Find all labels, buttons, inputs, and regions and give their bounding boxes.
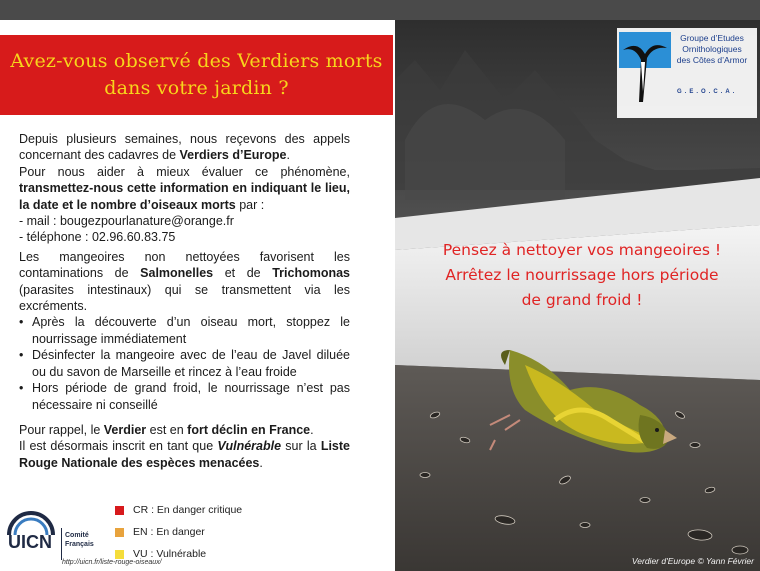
request-text-end: par :	[235, 197, 265, 212]
status-text-end: .	[259, 455, 263, 470]
legend-label: VU : Vulnérable	[133, 548, 207, 560]
photo-panel	[395, 20, 760, 571]
uicn-logo	[0, 502, 110, 562]
photo-message	[407, 238, 757, 313]
message-line: Arrêtez le nourrissage hors période	[445, 266, 719, 284]
intro-text: Depuis plusieurs semaines, nous reçevons des appels concernant des cadavres de	[19, 132, 350, 163]
status-text-2: sur la	[281, 439, 321, 454]
legend-item-en	[115, 521, 242, 543]
legend-item-cr	[115, 499, 242, 521]
message-line: Pensez à nettoyer vos mangeoires !	[442, 241, 722, 259]
legend-label: EN : En danger	[133, 526, 205, 538]
request-bold: transmettez-nous cette information en indiquant le lieu, la date et le nombre d’oiseaux morts	[19, 181, 350, 212]
and-text: et de	[213, 266, 273, 281]
info-panel	[0, 20, 395, 571]
reminder-text-3: .	[310, 422, 314, 437]
advice-item: • Après la découverte d’un oiseau mort, stoppez le nourrissage immédiatement	[19, 314, 350, 347]
contact-mail: - mail : bougezpourlanature@orange.fr	[19, 214, 234, 229]
salmonella: Salmonelles	[140, 266, 214, 281]
request-text: Pour nous aider à mieux évaluer ce phénomène,	[19, 164, 350, 179]
contamination-text-end: (parasites intestinaux) qui se transmettent via les excréments.	[19, 282, 350, 314]
top-bar	[0, 0, 760, 20]
legend-swatch	[115, 506, 124, 515]
photo-credit: Verdier d'Europe © Yann Février	[631, 556, 754, 566]
species-name: Verdiers d’Europe	[179, 148, 287, 163]
reminder-text: Pour rappel, le	[19, 422, 104, 437]
contamination-paragraph	[19, 249, 350, 315]
vulnerable-status: Vulnérable	[217, 439, 282, 454]
contact-phone: - téléphone : 02.96.60.83.75	[19, 230, 176, 245]
uicn-subtitle: Comité Français	[65, 532, 94, 548]
legend-label: CR : En danger critique	[133, 504, 243, 516]
uicn-separator	[61, 528, 62, 560]
contamination-text: Les mangeoires non nettoyées favorisent les contaminations de	[19, 249, 350, 281]
request-paragraph	[19, 164, 350, 213]
seabird-icon	[619, 32, 671, 112]
advice-item: • Hors période de grand froid, le nourrissage n’est pas nécessaire ni conseillé	[19, 380, 350, 413]
intro-paragraph	[19, 131, 350, 164]
red-list-name: Liste Rouge Nationale des espèces menacées	[19, 439, 350, 470]
body-text	[19, 131, 350, 471]
org-name: Groupe d’Etudes Ornithologiques des Côtes d’Armor	[676, 33, 748, 65]
reminder-text-2: est en	[146, 422, 188, 437]
verdier-bold: Verdier	[103, 422, 147, 437]
org-acronym: G.E.O.C.A.	[677, 89, 738, 95]
title-banner	[0, 35, 393, 115]
decline-bold: fort déclin en France	[187, 422, 311, 437]
uicn-link[interactable]: http://uicn.fr/liste-rouge-oiseaux/	[62, 559, 162, 566]
advice-list	[19, 314, 350, 412]
trichomonas: Trichomonas	[272, 266, 350, 281]
message-line: de grand froid !	[521, 291, 643, 309]
status-paragraph	[19, 438, 350, 471]
intro-text-end: .	[286, 148, 290, 163]
red-list-legend	[115, 499, 242, 565]
geoca-logo	[617, 28, 757, 118]
legend-swatch	[115, 550, 124, 559]
legend-swatch	[115, 528, 124, 537]
advice-item: • Désinfecter la mangeoire avec de l’eau de Javel diluée ou du savon de Marseille et rincez à l’eau froide	[19, 347, 350, 380]
reminder-paragraph	[19, 422, 350, 438]
uicn-wordmark: UICN	[8, 532, 52, 552]
status-text: Il est désormais inscrit en tant que	[19, 439, 218, 454]
page-title: Avez-vous observé des Verdiers morts dans votre jardin ?	[10, 50, 383, 99]
